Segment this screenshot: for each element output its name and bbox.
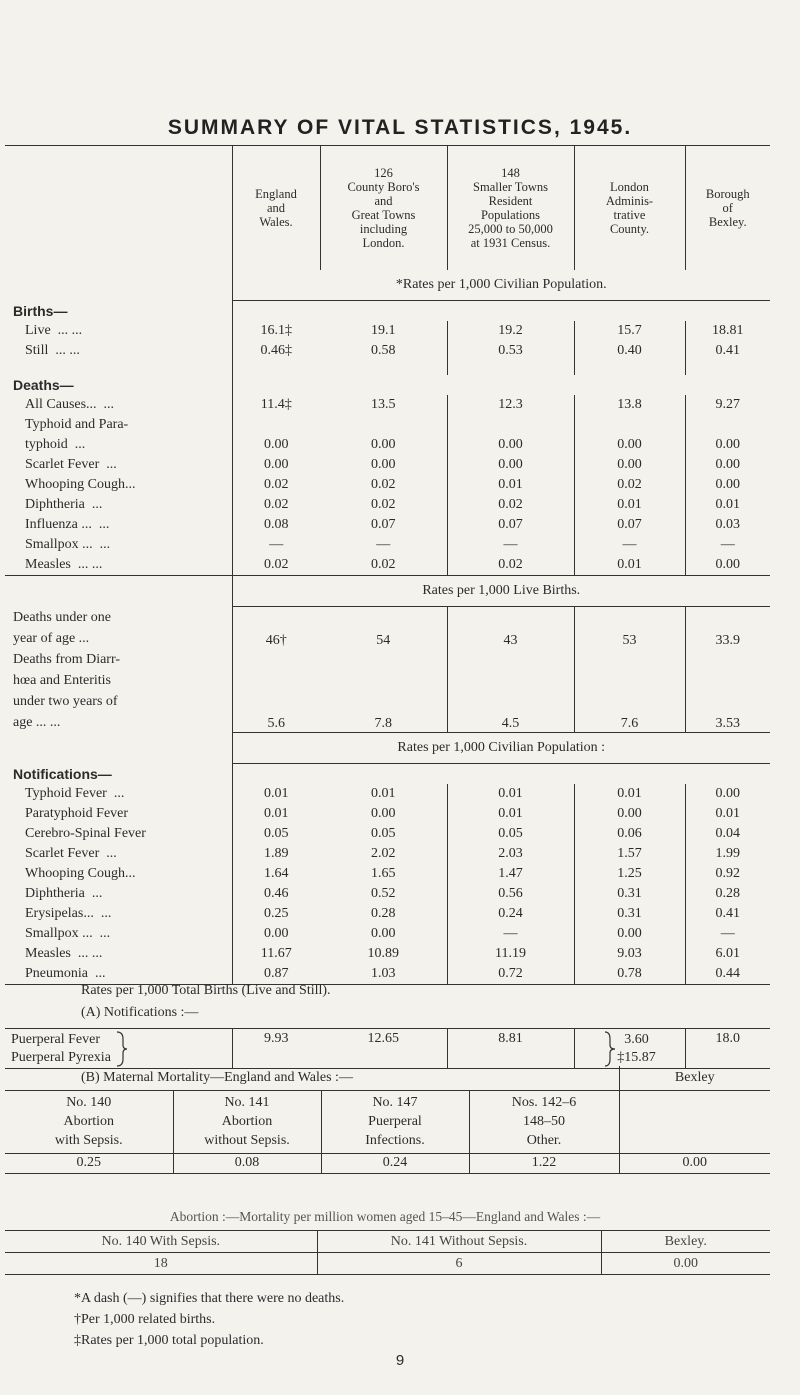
value-cell: — (574, 535, 685, 555)
value-cell: 7.6 (574, 649, 685, 733)
value-cell: 8.81 (447, 1029, 574, 1069)
value-cell: 0.00 (574, 435, 685, 455)
value-cell: 0.03 (685, 515, 770, 535)
row-label: Diphtheria ... (25, 497, 103, 512)
value-cell: 9.27 (685, 395, 770, 415)
value-cell: 10.89 (367, 946, 399, 961)
value-cell: 0.02 (447, 495, 574, 515)
value-cell: 0.24 (321, 1153, 469, 1173)
empty-cell (232, 301, 320, 322)
value-cell: 0.01 (685, 495, 770, 515)
value-cell: 0.00 (685, 784, 770, 804)
value-cell: ‡15.87 (617, 1050, 656, 1065)
value-cell: 0.01 (574, 555, 685, 576)
empty-cell (574, 301, 685, 322)
value-cell: 0.00 (447, 435, 574, 455)
value-cell: 0.01 (685, 804, 770, 824)
value-cell: 1.03 (371, 966, 396, 981)
spacer (447, 361, 574, 375)
value-cell: — (447, 535, 574, 555)
value-cell: 0.58 (371, 343, 396, 358)
row-label: Deaths from Diarr- hœa and Enteritis under two years of age ... ... (13, 651, 121, 730)
value-cell: 18 (153, 1255, 168, 1271)
value-cell: 33.9 (685, 607, 770, 649)
empty-cell (320, 301, 447, 322)
value-cell: 1.64 (232, 864, 320, 884)
value-cell: 1.57 (574, 844, 685, 864)
section-heading: Deaths— (13, 377, 74, 393)
value-cell: 0.46 (232, 884, 320, 904)
value-cell: 1.99 (685, 844, 770, 864)
empty-cell (685, 764, 770, 785)
value-cell: 0.05 (371, 826, 396, 841)
value-cell: 0.72 (447, 964, 574, 985)
value-cell: 0.02 (371, 557, 396, 572)
value-cell: 0.01 (232, 804, 320, 824)
value-cell: 54 (376, 632, 391, 648)
value-cell: 11.67 (232, 944, 320, 964)
row-label: Scarlet Fever ... (25, 457, 117, 472)
value-cell: 0.00 (371, 806, 396, 821)
value-cell: 0.00 (685, 555, 770, 576)
empty-cell (320, 375, 447, 395)
page-number: 9 (395, 1352, 405, 1369)
spacer (232, 361, 320, 375)
value-cell: 0.00 (685, 475, 770, 495)
rate-band-label: *Rates per 1,000 Civilian Population. (232, 270, 770, 301)
maternal-heading: (B) Maternal Mortality—England and Wales :— (81, 1069, 353, 1085)
maternal-table (5, 1066, 770, 1174)
footnote: ‡Rates per 1,000 total population. (74, 1333, 264, 1348)
value-cell: 46† (232, 607, 320, 649)
abortion-col-header: Bexley. (601, 1231, 770, 1253)
value-cell: 11.4‡ (232, 395, 320, 415)
value-cell: 4.5 (447, 649, 574, 733)
header-blank (5, 146, 232, 271)
abortion-heading: Abortion :—Mortality per million women aged 15–45—England and Wales :— (169, 1209, 601, 1224)
value-cell: — (685, 924, 770, 944)
value-cell: 1.25 (574, 864, 685, 884)
value-cell: 0.31 (574, 884, 685, 904)
value-cell: 0.00 (619, 1153, 770, 1173)
footnote: †Per 1,000 related births. (74, 1312, 216, 1327)
value-cell: 0.00 (371, 457, 396, 472)
band-spacer (5, 576, 232, 607)
spacer (685, 361, 770, 375)
empty-cell (320, 764, 447, 785)
value-cell: — (232, 535, 320, 555)
maternal-section (0, 1066, 800, 1174)
maternal-col-header: No. 140 Abortion with Sepsis. (54, 1094, 123, 1148)
value-cell: 0.05 (447, 824, 574, 844)
value-cell: 18.81 (685, 321, 770, 341)
value-cell: 11.19 (447, 944, 574, 964)
value-cell: — (376, 537, 391, 552)
value-cell: — (447, 924, 574, 944)
value-cell: 1.47 (447, 864, 574, 884)
total-births-heading: Rates per 1,000 Total Births (Live and Still). (81, 983, 331, 998)
value-cell: 0.07 (447, 515, 574, 535)
notifications-sub-heading: (A) Notifications :— (81, 1005, 199, 1020)
maternal-col-header: No. 147 Puerperal Infections. (321, 1090, 469, 1153)
value-cell: 0.02 (232, 495, 320, 515)
maternal-col-header: Nos. 142–6 148–50 Other. (469, 1090, 619, 1153)
abortion-section (0, 1204, 800, 1275)
value-cell: 0.01 (574, 495, 685, 515)
row-label: Whooping Cough... (25, 477, 136, 492)
value-cell: 0.52 (371, 886, 396, 901)
abortion-col-header: No. 140 With Sepsis. (101, 1233, 221, 1249)
band-spacer (5, 733, 232, 764)
empty-cell (685, 375, 770, 395)
value-cell: 0.02 (371, 477, 396, 492)
value-cell: 0.46‡ (232, 341, 320, 361)
value-cell: 5.6 (232, 649, 320, 733)
row-label: Typhoid and Para- (25, 417, 129, 432)
spacer (320, 361, 447, 375)
value-cell: 0.00 (232, 435, 320, 455)
value-cell: 0.00 (371, 437, 396, 452)
value-cell: 0.01 (447, 475, 574, 495)
value-cell: 9.93 (232, 1029, 320, 1069)
value-cell: 0.02 (232, 475, 320, 495)
value-cell: 0.40 (574, 341, 685, 361)
value-cell: 3.60 (624, 1032, 649, 1047)
band-spacer (5, 270, 232, 301)
value-cell: — (685, 535, 770, 555)
value-cell: 0.06 (574, 824, 685, 844)
row-label: Scarlet Fever ... (25, 846, 117, 861)
spacer (5, 361, 232, 375)
value-cell: 13.5 (371, 397, 396, 412)
empty-cell (232, 764, 320, 785)
value-cell (685, 415, 770, 435)
value-cell: 0.02 (447, 555, 574, 576)
row-label: Erysipelas... ... (25, 906, 112, 921)
value-cell: 0.00 (232, 924, 320, 944)
brace-icon (115, 1031, 129, 1067)
value-cell: 12.65 (367, 1031, 399, 1046)
column-header: Borough of Bexley. (685, 146, 770, 271)
value-cell: 1.65 (371, 866, 396, 881)
section-heading: Births— (13, 302, 68, 319)
value-cell: 0.01 (574, 784, 685, 804)
value-cell: 0.53 (447, 341, 574, 361)
value-cell: 1.89 (232, 844, 320, 864)
value-cell: 3.53 (685, 649, 770, 733)
brace-icon (603, 1031, 617, 1067)
value-cell: 0.28 (371, 906, 396, 921)
value-cell: 0.07 (574, 515, 685, 535)
column-header: 148 Smaller Towns Resident Populations 25,000 to 50,000 at 1931 Census. (447, 146, 574, 271)
column-header: England and Wales. (232, 146, 320, 271)
value-cell: 18.0 (685, 1029, 770, 1069)
row-label: Measles ... ... (25, 557, 103, 572)
value-cell: 0.24 (447, 904, 574, 924)
value-cell: 0.02 (232, 555, 320, 576)
value-cell (320, 415, 447, 435)
value-cell: 0.08 (173, 1153, 321, 1173)
row-label: typhoid ... (25, 437, 86, 452)
value-cell: 19.2 (447, 321, 574, 341)
value-cell: 0.25 (232, 904, 320, 924)
row-label: Smallpox ... ... (25, 537, 111, 552)
empty-cell (447, 301, 574, 322)
row-label: Cerebro-Spinal Fever (25, 826, 146, 841)
value-cell: 0.05 (232, 824, 320, 844)
value-cell: 0.01 (232, 784, 320, 804)
value-cell: 0.00 (447, 455, 574, 475)
value-cell: 0.00 (232, 455, 320, 475)
value-cell: 7.8 (374, 716, 392, 731)
value-cell: 0.00 (371, 926, 396, 941)
value-cell: 0.01 (447, 804, 574, 824)
row-label: Pneumonia ... (25, 966, 106, 981)
value-cell: 16.1‡ (232, 321, 320, 341)
maternal-col-header: No. 141 Abortion without Sepsis. (173, 1090, 321, 1153)
value-cell: 0.00 (574, 804, 685, 824)
puerperal-pyrexia-label: Puerperal Pyrexia (11, 1050, 111, 1065)
value-cell: 0.04 (685, 824, 770, 844)
value-cell: 6.01 (685, 944, 770, 964)
row-label: Typhoid Fever ... (25, 786, 125, 801)
row-label: Whooping Cough... (25, 866, 136, 881)
value-cell: 2.02 (371, 846, 396, 861)
value-cell: 0.01 (447, 784, 574, 804)
value-cell: 13.8 (574, 395, 685, 415)
value-cell: 0.41 (685, 341, 770, 361)
value-cell: 0.56 (447, 884, 574, 904)
value-cell: 0.78 (574, 964, 685, 985)
row-label: Paratyphoid Fever (25, 806, 129, 821)
empty-cell (447, 375, 574, 395)
empty-cell (685, 301, 770, 322)
empty-cell (447, 764, 574, 785)
value-cell: 0.25 (76, 1155, 101, 1170)
value-cell: 12.3 (447, 395, 574, 415)
spacer (574, 361, 685, 375)
value-cell: 0.02 (371, 497, 396, 512)
value-cell: 0.41 (685, 904, 770, 924)
vital-statistics-table (5, 145, 770, 985)
value-cell: 0.00 (685, 435, 770, 455)
footnotes (74, 1288, 344, 1351)
value-cell: 0.87 (232, 964, 320, 985)
column-header: London Adminis- trative County. (574, 146, 685, 271)
value-cell: 0.00 (685, 455, 770, 475)
value-cell: 9.03 (574, 944, 685, 964)
value-cell: 0.00 (574, 924, 685, 944)
section-heading: Notifications— (13, 765, 112, 782)
row-label: Deaths under one year of age ... (13, 609, 111, 646)
value-cell: 0.00 (601, 1253, 770, 1275)
empty-cell (232, 375, 320, 395)
row-label: Smallpox ... ... (25, 926, 111, 941)
value-cell: 53 (574, 607, 685, 649)
puerperal-fever-label: Puerperal Fever (11, 1032, 101, 1047)
empty-cell (574, 764, 685, 785)
value-cell: 15.7 (574, 321, 685, 341)
row-label: Still ... ... (25, 343, 80, 358)
value-cell: 0.31 (574, 904, 685, 924)
value-cell: 19.1 (371, 323, 396, 338)
value-cell: 0.00 (574, 455, 685, 475)
total-births-section (0, 980, 800, 1069)
abortion-table (5, 1230, 770, 1275)
value-cell: 43 (447, 607, 574, 649)
bexley-label: Bexley (619, 1066, 770, 1090)
rate-band-label: Rates per 1,000 Civilian Population : (232, 733, 770, 764)
value-cell (447, 415, 574, 435)
value-cell (574, 415, 685, 435)
value-cell: 0.07 (371, 517, 396, 532)
value-cell: 0.08 (232, 515, 320, 535)
row-label: Diphtheria ... (25, 886, 103, 901)
empty-cell (574, 375, 685, 395)
page-title: SUMMARY OF VITAL STATISTICS, 1945. (167, 116, 633, 139)
value-cell: 6 (317, 1253, 601, 1275)
footnote: *A dash (—) signifies that there were no deaths. (74, 1291, 345, 1306)
value-cell: 2.03 (447, 844, 574, 864)
row-label: Influenza ... ... (25, 517, 110, 532)
value-cell: 1.22 (469, 1153, 619, 1173)
column-header: 126 County Boro's and Great Towns including London. (320, 146, 447, 271)
row-label: Measles ... ... (25, 946, 103, 961)
abortion-col-header: No. 141 Without Sepsis. (317, 1231, 601, 1253)
value-cell: 0.28 (685, 884, 770, 904)
rate-band-label: Rates per 1,000 Live Births. (232, 576, 770, 607)
value-cell: 0.92 (685, 864, 770, 884)
value-cell (232, 415, 320, 435)
value-cell: 0.44 (685, 964, 770, 985)
value-cell: 0.02 (574, 475, 685, 495)
puerperal-table (5, 1028, 770, 1069)
row-label: Live ... ... (25, 323, 83, 338)
row-label: All Causes... ... (25, 397, 115, 412)
value-cell: 0.01 (371, 786, 396, 801)
